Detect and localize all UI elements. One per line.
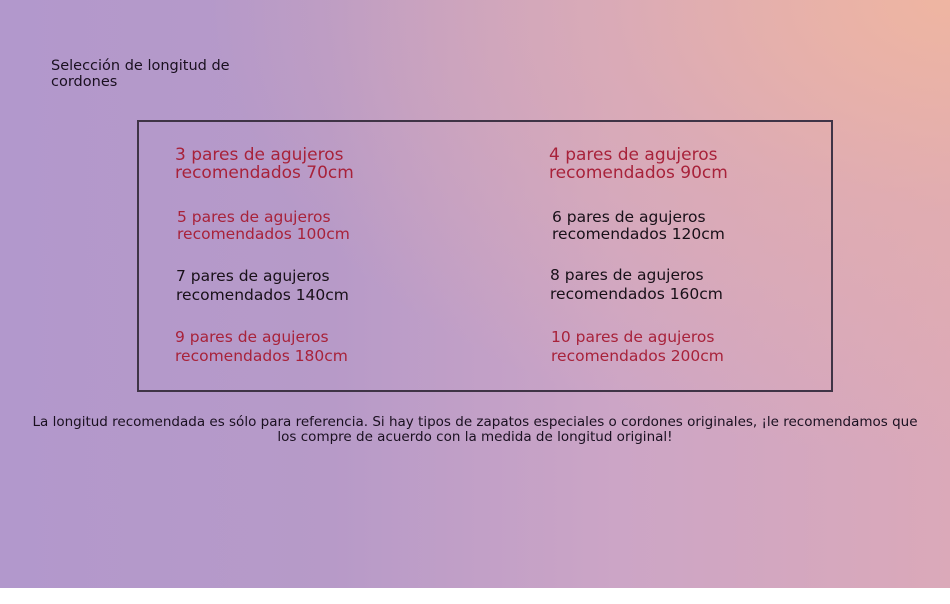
item-6-pairs [552, 209, 725, 243]
item-label: 7 pares de agujeros [176, 267, 330, 285]
note-line-2: los compre de acuerdo con la medida de longitud original! [277, 429, 673, 445]
item-label: 4 pares de agujeros [549, 145, 718, 165]
item-4-pairs [549, 146, 728, 182]
note-line-1: La longitud recomendada es sólo para referencia. Si hay tipos de zapatos especiales o cordones originales, ¡le recomendamos que [32, 414, 918, 430]
item-length: recomendados 140cm [176, 286, 349, 304]
item-7-pairs [176, 267, 349, 305]
item-length: recomendados 90cm [549, 163, 728, 183]
item-length: recomendados 180cm [175, 347, 348, 365]
item-label: 10 pares de agujeros [551, 328, 715, 346]
item-5-pairs [177, 209, 350, 243]
item-length: recomendados 120cm [552, 225, 725, 243]
reference-note [0, 415, 950, 445]
item-label: 3 pares de agujeros [175, 145, 344, 165]
item-label: 9 pares de agujeros [175, 328, 329, 346]
item-9-pairs [175, 328, 348, 366]
item-8-pairs [550, 266, 723, 304]
item-3-pairs [175, 146, 354, 182]
item-label: 8 pares de agujeros [550, 266, 704, 284]
item-length: recomendados 70cm [175, 163, 354, 183]
item-label: 6 pares de agujeros [552, 208, 706, 226]
item-length: recomendados 160cm [550, 285, 723, 303]
item-length: recomendados 100cm [177, 225, 350, 243]
page-title: Selección de longitud de cordones [51, 58, 230, 90]
item-length: recomendados 200cm [551, 347, 724, 365]
item-10-pairs [551, 328, 724, 366]
item-label: 5 pares de agujeros [177, 208, 331, 226]
